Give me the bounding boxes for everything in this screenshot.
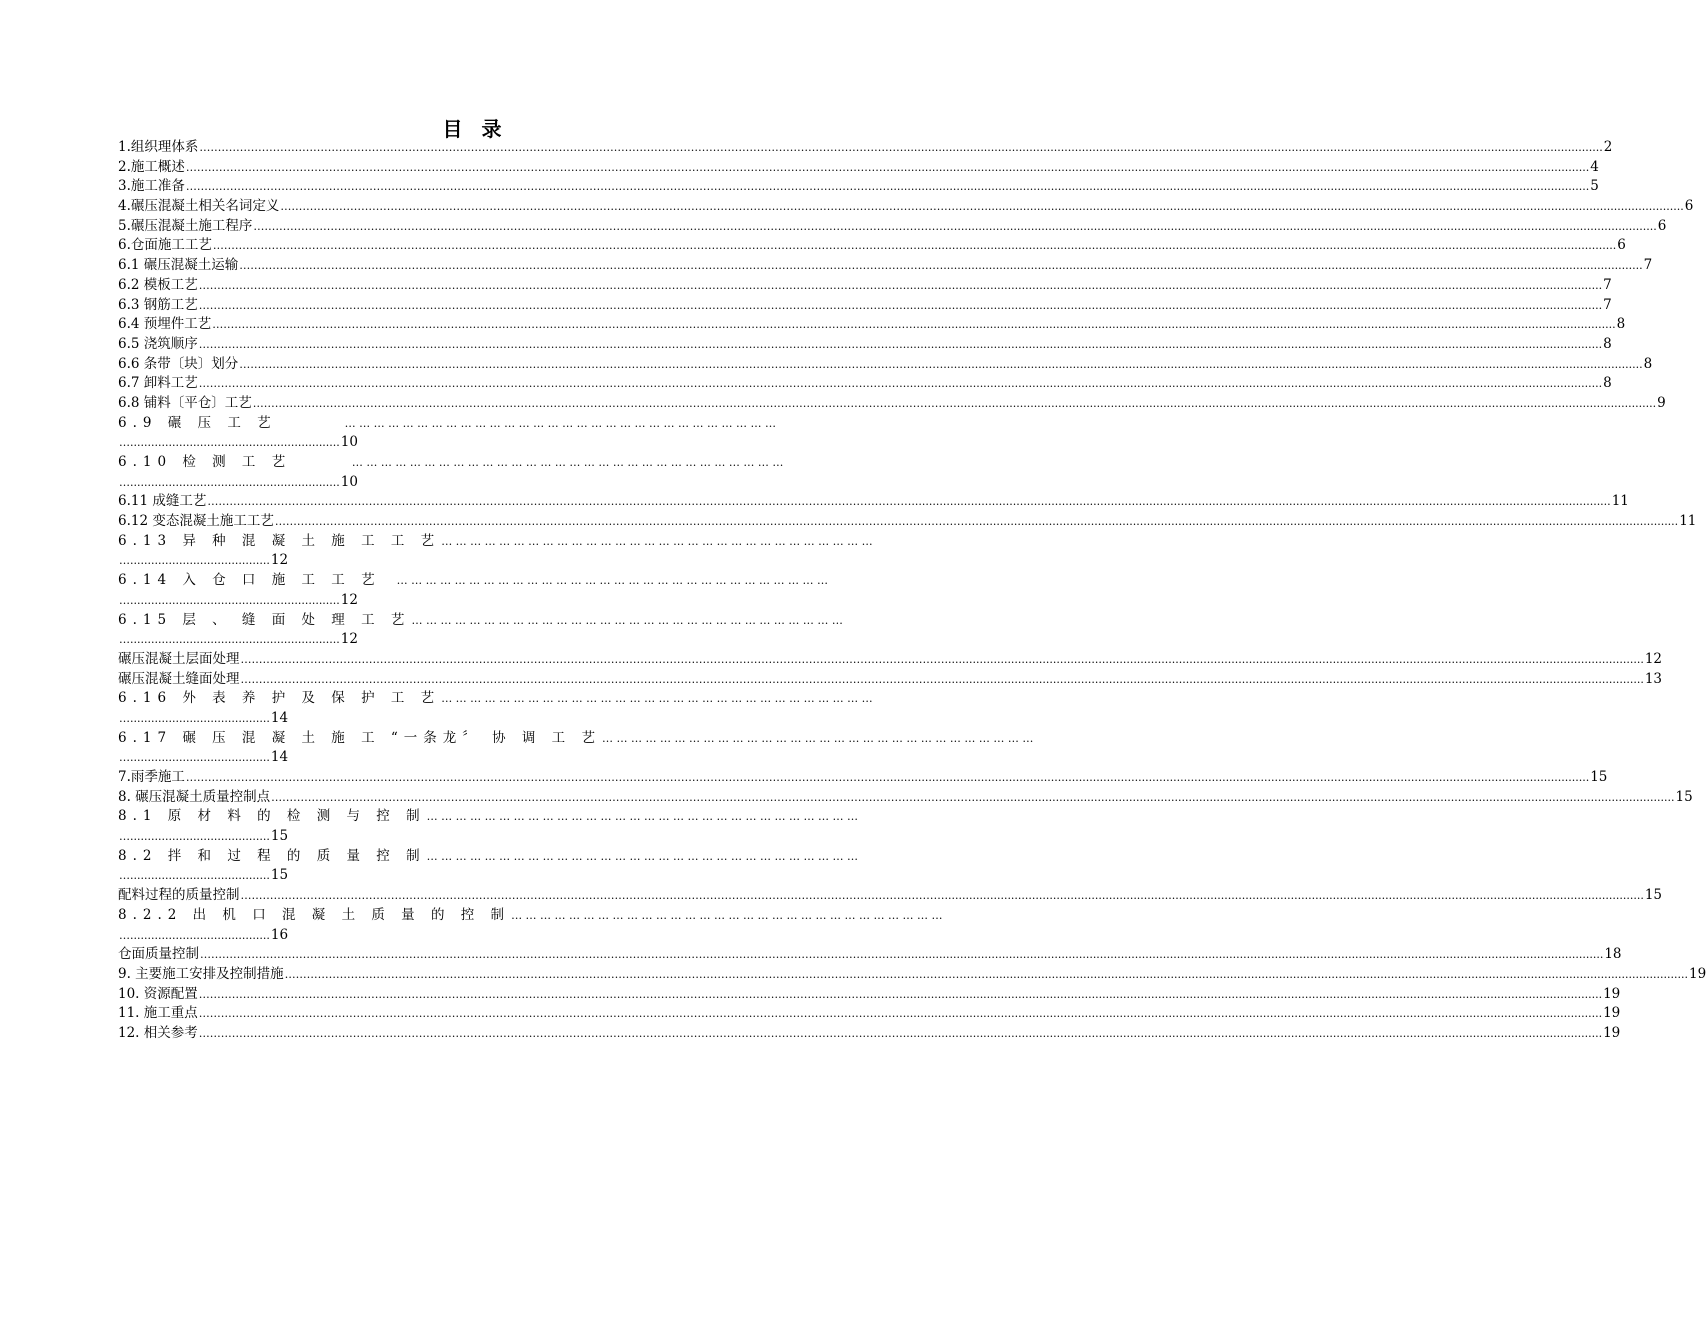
toc-entry[interactable] bbox=[118, 217, 1667, 237]
toc-page-number: 6 bbox=[1657, 217, 1667, 234]
toc-entry-title: 仓面质量控制 bbox=[118, 946, 199, 963]
toc-entry[interactable] bbox=[118, 512, 1697, 532]
toc-leader: …………………………………………………………………………………………………………………………………………………………………………........................................................................................................................................................................................................ bbox=[185, 771, 1590, 784]
toc-entry-title: 2.施工概述 bbox=[118, 158, 185, 175]
toc-entry[interactable] bbox=[118, 374, 1612, 394]
toc-entry-title: 6.14 入 仓 口 施 工 工 艺 bbox=[118, 572, 381, 589]
toc-entry-title: 4.碾压混凝土相关名词定义 bbox=[118, 198, 280, 215]
toc-leader: …………………………………………………………………………………………………………………………………………………………………………........................................................................................................................................................................................................ bbox=[185, 180, 1590, 194]
toc-entry-title: 8. 碾压混凝土质量控制点 bbox=[118, 788, 271, 805]
toc-entry[interactable] bbox=[118, 492, 1629, 512]
toc-leader: …………………………………………………………………………………………………………………………………………………………………………........................................................................................................................................................................................................ bbox=[198, 1026, 1603, 1040]
toc-entry[interactable] bbox=[118, 886, 1663, 906]
toc-leader: … … … … … … … … … … … … … … … … … … … … … … … … … … … … … … bbox=[601, 731, 1034, 745]
toc-page-number: 6 bbox=[1617, 237, 1626, 254]
toc-leader: …............................................................ bbox=[119, 593, 340, 607]
toc-entry-title: 6.5 浇筑顺序 bbox=[118, 335, 198, 352]
toc-entry[interactable] bbox=[118, 1004, 1621, 1024]
toc-entry[interactable] bbox=[118, 296, 1612, 316]
toc-entry[interactable] bbox=[118, 985, 1621, 1005]
toc-page-number: 15 bbox=[1644, 887, 1663, 904]
toc-entry[interactable] bbox=[118, 256, 1653, 276]
toc-leader: …………………………………………………………………………………………………………………………………………………………………………........................................................................................................................................................................................................ bbox=[274, 515, 1679, 529]
toc-entry[interactable] bbox=[118, 335, 1612, 355]
toc-entry-title: 6.仓面施工工艺 bbox=[118, 237, 212, 254]
toc-page-number: 12 bbox=[340, 631, 358, 648]
toc-page-number: 7 bbox=[1603, 296, 1612, 313]
toc-title: 目 录 bbox=[442, 117, 508, 141]
toc-entry[interactable] bbox=[118, 847, 858, 867]
toc-entry[interactable] bbox=[118, 650, 1663, 670]
toc-entry[interactable] bbox=[118, 670, 1663, 690]
toc-leader: …………………………………………………………………………………………………………………………………………………………………………........................................................................................................................................................................................................ bbox=[240, 889, 1644, 903]
toc-entry[interactable] bbox=[118, 571, 844, 591]
toc-entry[interactable] bbox=[118, 768, 1608, 788]
toc-entry[interactable] bbox=[118, 177, 1599, 197]
toc-entry[interactable] bbox=[118, 788, 1693, 808]
toc-entry[interactable] bbox=[118, 197, 1694, 217]
toc-leader: …........................................ bbox=[119, 830, 270, 844]
toc-leader: …………………………………………………………………………………………………………………………………………………………………………........................................................................................................................................................................................................ bbox=[240, 672, 1644, 686]
toc-list bbox=[118, 138, 1706, 1044]
toc-entry-title: 8.2.2 出 机 口 混 凝 土 质 量 的 控 制 bbox=[118, 906, 511, 923]
toc-entry-title: 6.8 铺料〔平仓〕工艺 bbox=[118, 394, 252, 411]
toc-leader: …………………………………………………………………………………………………………………………………………………………………………........................................................................................................................................................................................................ bbox=[212, 239, 1617, 253]
toc-page-number: 12 bbox=[1644, 650, 1663, 667]
toc-entry-title: 6.11 成缝工艺 bbox=[118, 493, 207, 510]
toc-leader: …............................................................ bbox=[119, 475, 340, 489]
toc-leader: …………………………………………………………………………………………………………………………………………………………………………........................................................................................................................................................................................................ bbox=[284, 967, 1688, 981]
toc-entry-title: 6.2 模板工艺 bbox=[118, 276, 198, 293]
toc-page-number: 14 bbox=[270, 709, 289, 726]
toc-page-number: 15 bbox=[270, 828, 289, 845]
toc-leader: … … … … … … … … … … … … … … … … … … … … … … … … … … … … … … bbox=[426, 849, 858, 863]
toc-entry[interactable] bbox=[118, 394, 1666, 414]
toc-entry-continuation[interactable] bbox=[118, 827, 844, 847]
toc-entry[interactable] bbox=[118, 807, 858, 827]
toc-leader: …………………………………………………………………………………………………………………………………………………………………………........................................................................................................................................................................................................ bbox=[239, 357, 1643, 371]
toc-entry-title: 6.12 变态混凝土施工工艺 bbox=[118, 513, 274, 530]
toc-leader: … … … … … … … … … … … … … … … … … … … … … … … … … … … … … … bbox=[396, 574, 829, 588]
toc-entry-continuation[interactable] bbox=[118, 433, 844, 453]
toc-entry-title: 6.15 层 、 缝 面 处 理 工 艺 bbox=[118, 611, 411, 628]
toc-leader: …………………………………………………………………………………………………………………………………………………………………………........................................................................................................................................................................................................ bbox=[198, 337, 1603, 351]
toc-entry-title: 6.4 预埋件工艺 bbox=[118, 316, 212, 333]
toc-page-number: 10 bbox=[340, 434, 358, 451]
toc-entry[interactable] bbox=[118, 355, 1653, 375]
toc-entry-title: 11. 施工重点 bbox=[118, 1005, 198, 1022]
toc-leader: …........................................ bbox=[119, 751, 270, 765]
toc-entry[interactable] bbox=[118, 276, 1612, 296]
toc-page-number: 7 bbox=[1643, 257, 1653, 274]
toc-entry-title: 8.2 拌 和 过 程 的 质 量 控 制 bbox=[118, 847, 426, 864]
toc-leader: … … … … … … … … … … … … … … … … … … … … … … … … … … … … … … bbox=[441, 534, 873, 548]
toc-leader: … … … … … … … … … … … … … … … … … … … … … … … … … … … … … … bbox=[441, 692, 873, 706]
toc-entry[interactable] bbox=[118, 315, 1626, 335]
toc-leader: …………………………………………………………………………………………………………………………………………………………………………........................................................................................................................................................................................................ bbox=[280, 200, 1684, 214]
toc-entry[interactable] bbox=[118, 729, 1034, 749]
toc-leader: …………………………………………………………………………………………………………………………………………………………………………........................................................................................................................................................................................................ bbox=[198, 298, 1603, 312]
toc-entry-title: 6.10 检 测 工 艺 bbox=[118, 454, 292, 470]
toc-leader: …………………………………………………………………………………………………………………………………………………………………………........................................................................................................................................................................................................ bbox=[200, 948, 1604, 962]
toc-leader: …………………………………………………………………………………………………………………………………………………………………………........................................................................................................................................................................................................ bbox=[198, 1007, 1603, 1021]
toc-entry-continuation[interactable] bbox=[118, 551, 844, 571]
toc-page-number: 7 bbox=[1603, 276, 1612, 293]
toc-entry-title: 6.1 碾压混凝土运输 bbox=[118, 257, 239, 274]
toc-page-number: 11 bbox=[1679, 513, 1697, 530]
toc-entry[interactable] bbox=[118, 236, 1626, 256]
toc-entry-continuation[interactable] bbox=[118, 630, 844, 650]
toc-page-number: 15 bbox=[1675, 788, 1693, 805]
toc-entry[interactable] bbox=[118, 158, 1599, 178]
toc-page-number: 10 bbox=[340, 473, 358, 490]
toc-entry[interactable] bbox=[118, 689, 873, 709]
toc-entry-title: 12. 相关参考 bbox=[118, 1024, 198, 1041]
toc-entry-title: 7.雨季施工 bbox=[118, 769, 185, 785]
toc-page-number: 2 bbox=[1603, 139, 1613, 155]
toc-entry[interactable] bbox=[118, 414, 844, 434]
toc-entry-title: 配料过程的质量控制 bbox=[118, 887, 240, 904]
toc-page-number: 11 bbox=[1611, 493, 1629, 510]
toc-leader: …........................................ bbox=[119, 711, 270, 725]
toc-page-number: 8 bbox=[1603, 375, 1612, 392]
toc-entry[interactable] bbox=[118, 945, 1622, 965]
toc-page-number: 9 bbox=[1657, 394, 1666, 411]
toc-page-number: 15 bbox=[270, 867, 289, 884]
toc-leader: …........................................ bbox=[119, 554, 270, 568]
toc-entry[interactable] bbox=[118, 965, 1706, 985]
toc-page-number: 6 bbox=[1684, 198, 1694, 215]
toc-leader: …………………………………………………………………………………………………………………………………………………………………………........................................................................................................................................................................................................ bbox=[271, 790, 1675, 804]
toc-entry-title: 10. 资源配置 bbox=[118, 985, 198, 1002]
toc-leader: …………………………………………………………………………………………………………………………………………………………………………........................................................................................................................................................................................................ bbox=[252, 396, 1657, 410]
toc-entry-title: 6.16 外 表 养 护 及 保 护 工 艺 bbox=[118, 690, 441, 707]
toc-page-number: 13 bbox=[1644, 670, 1663, 687]
toc-leader: …………………………………………………………………………………………………………………………………………………………………………........................................................................................................................................................................................................ bbox=[240, 652, 1644, 666]
toc-leader: …........................................ bbox=[119, 928, 270, 942]
toc-entry[interactable] bbox=[118, 1024, 1621, 1044]
toc-leader: …………………………………………………………………………………………………………………………………………………………………………........................................................................................................................................................................................................ bbox=[253, 219, 1657, 233]
toc-page-number: 12 bbox=[270, 552, 289, 569]
toc-leader: … … … … … … … … … … … … … … … … … … … … … … … … … … … … … … bbox=[344, 416, 777, 430]
toc-entry-continuation[interactable] bbox=[118, 591, 844, 611]
toc-page-number: 4 bbox=[1590, 158, 1599, 175]
toc-leader: …………………………………………………………………………………………………………………………………………………………………………........................................................................................................................................................................................................ bbox=[198, 987, 1603, 1001]
toc-entry-title: 1.组织理体系 bbox=[118, 139, 199, 155]
toc-entry-title: 碾压混凝土层面处理 bbox=[118, 650, 240, 667]
toc-entry-continuation[interactable] bbox=[118, 748, 844, 768]
toc-leader: …………………………………………………………………………………………………………………………………………………………………………........................................................................................................................................................................................................ bbox=[198, 377, 1603, 391]
toc-leader: …………………………………………………………………………………………………………………………………………………………………………........................................................................................................................................................................................................ bbox=[212, 318, 1616, 332]
toc-entry-title: 9. 主要施工安排及控制措施 bbox=[118, 965, 284, 982]
toc-leader: … … … … … … … … … … … … … … … … … … … … … … … … … … … … … … bbox=[426, 810, 858, 824]
toc-entry-title: 6.13 异 种 混 凝 土 施 工 工 艺 bbox=[118, 532, 441, 549]
toc-entry-title: 6.9 碾 压 工 艺 bbox=[118, 414, 277, 431]
toc-page-number: 19 bbox=[1689, 965, 1706, 982]
toc-leader: …………………………………………………………………………………………………………………………………………………………………………........................................................................................................................................................................................................ bbox=[199, 141, 1603, 154]
toc-leader: … … … … … … … … … … … … … … … … … … … … … … … … … … … … … … bbox=[351, 456, 784, 469]
toc-page-number: 19 bbox=[1603, 1024, 1621, 1041]
toc-page-number: 15 bbox=[1590, 769, 1608, 785]
toc-page-number: 12 bbox=[340, 591, 358, 608]
toc-entry[interactable] bbox=[118, 611, 844, 631]
toc-page-number: 8 bbox=[1603, 335, 1612, 352]
toc-entry-continuation[interactable] bbox=[118, 926, 844, 946]
toc-page-number: 8 bbox=[1616, 316, 1626, 333]
toc-page-number: 8 bbox=[1643, 355, 1653, 372]
toc-entry[interactable] bbox=[118, 532, 873, 552]
toc-leader: …........................................ bbox=[119, 869, 270, 883]
toc-entry[interactable] bbox=[118, 906, 943, 926]
toc-entry-continuation[interactable] bbox=[118, 866, 844, 886]
toc-leader: …............................................................ bbox=[119, 436, 340, 450]
toc-entry-title: 6.6 条带〔块〕划分 bbox=[118, 355, 239, 372]
toc-entry-title: 3.施工准备 bbox=[118, 178, 185, 195]
toc-leader: …………………………………………………………………………………………………………………………………………………………………………........................................................................................................................................................................................................ bbox=[198, 278, 1603, 292]
toc-leader: …………………………………………………………………………………………………………………………………………………………………………........................................................................................................................................................................................................ bbox=[239, 259, 1643, 273]
toc-page-number: 16 bbox=[270, 926, 289, 943]
toc-leader: … … … … … … … … … … … … … … … … … … … … … … … … … … … … … … bbox=[411, 613, 843, 627]
toc-leader: …............................................................ bbox=[119, 633, 340, 647]
toc-entry-title: 6.3 钢筋工艺 bbox=[118, 296, 198, 313]
toc-entry-title: 6.17 碾 压 混 凝 土 施 工 “一条龙〞 协 调 工 艺 bbox=[118, 729, 601, 746]
toc-entry[interactable] bbox=[118, 138, 1613, 158]
toc-entry-title: 碾压混凝土缝面处理 bbox=[118, 670, 240, 687]
toc-entry-title: 5.碾压混凝土施工程序 bbox=[118, 217, 253, 234]
toc-page-number: 18 bbox=[1604, 946, 1622, 963]
toc-entry-continuation[interactable] bbox=[118, 473, 844, 493]
toc-page-number: 19 bbox=[1603, 985, 1621, 1002]
toc-entry-continuation[interactable] bbox=[118, 709, 844, 729]
toc-entry-title: 8.1 原 材 料 的 检 测 与 控 制 bbox=[118, 808, 426, 825]
toc-leader: … … … … … … … … … … … … … … … … … … … … … … … … … … … … … … bbox=[511, 908, 943, 922]
toc-page-number: 19 bbox=[1603, 1005, 1621, 1022]
toc-leader: …………………………………………………………………………………………………………………………………………………………………………........................................................................................................................................................................................................ bbox=[185, 160, 1590, 174]
toc-page-number: 5 bbox=[1590, 178, 1599, 195]
toc-entry-title: 6.7 卸料工艺 bbox=[118, 375, 198, 392]
toc-leader: …………………………………………………………………………………………………………………………………………………………………………........................................................................................................................................................................................................ bbox=[207, 495, 1611, 509]
toc-entry[interactable] bbox=[118, 453, 844, 473]
toc-page-number: 14 bbox=[270, 749, 289, 766]
